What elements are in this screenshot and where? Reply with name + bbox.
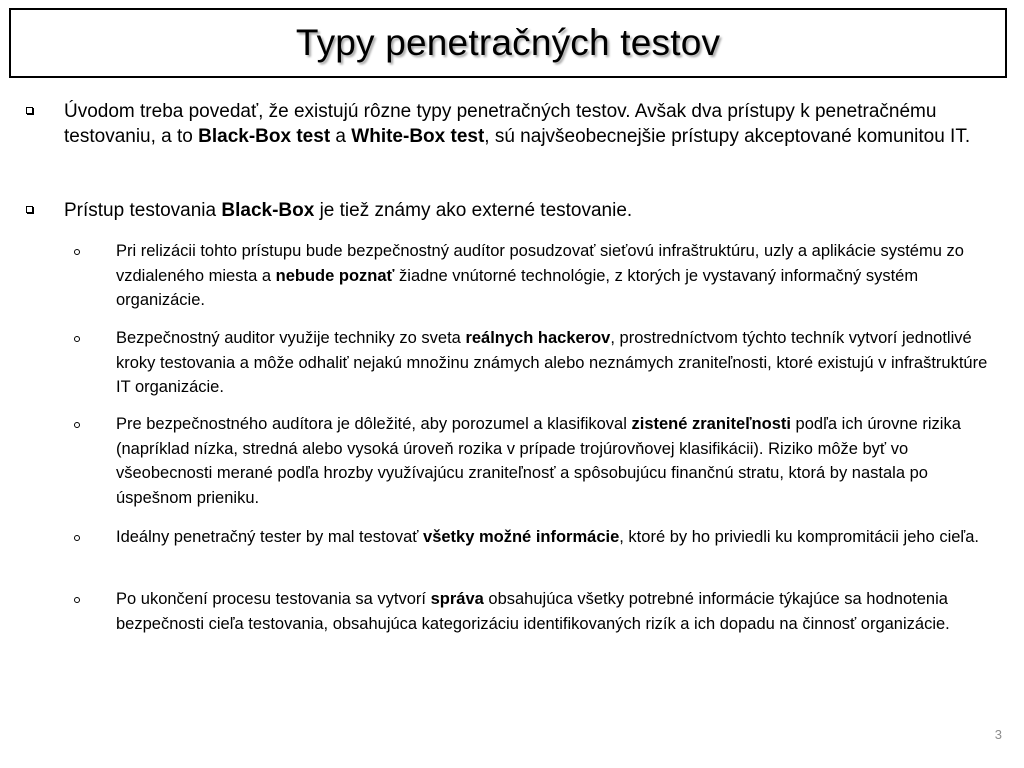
sub-bullet-5 [116,587,996,636]
sub-bullet-text: Po ukončení procesu testovania sa vytvorí [116,590,431,608]
sub-bullet-text: žiadne vnútorné technológie, z ktorých je vystavaný informačný systém organizácie. [116,266,919,309]
sub-bullet-bold-text: správa [430,590,484,608]
bullet-black-box [64,198,984,223]
square-bullet-icon [26,107,33,114]
sub-bullet-1 [116,239,996,313]
sub-bullet-3 [116,412,996,510]
bullet-bold-text: White-Box test [351,126,485,147]
sub-bullet-text: Ideálny penetračný tester by mal testovať [116,528,424,546]
bullet-text: je tiež známy ako externé testovanie. [314,200,633,221]
bullet-text: Úvodom treba povedať, že existujú rôzne typy penetračných testov. Avšak dva prístupy k penetračnému testovaniu, a to [64,101,937,147]
page-number: 3 [994,727,1002,742]
bullet-bold-text: Black-Box [221,200,315,221]
sub-bullet-text: podľa ich úrovne rizika (napríklad nízka, stredná alebo vysoká úroveň rozika v prípade trojúrovňovej klasifikácii). Riziko môže byť vo všeobecnosti merané podľa hrozby využívajúcu zraniteľnosť a spôsobujúcu finančnú stratu, ktorá by nastala po úspešnom prieniku. [116,415,961,507]
bullet-text: Prístup testovania [64,200,222,221]
sub-bullet-text: obsahujúca všetky potrebné informácie týkajúce sa hodnotenia bezpečnosti cieľa testovania, obsahujúca kategorizáciu identifikovaných rizík a ich dopadu na činnosť organizácie. [116,590,950,633]
bullet-intro [64,99,984,149]
bullet-bold-text: Black-Box test [198,126,331,147]
bullet-text: , sú najvšeobecnejšie prístupy akceptované komunitou IT. [484,126,971,147]
circle-bullet-icon [74,422,80,428]
sub-bullet-bold-text: reálnych hackerov [465,329,611,347]
bullet-text: a [330,126,352,147]
circle-bullet-icon [74,597,80,603]
sub-bullet-bold-text: nebude poznať [275,266,395,285]
circle-bullet-icon [74,249,80,255]
slide-title: Typy penetračných testov [295,22,721,63]
sub-bullet-text: Pri relizácii tohto prístupu bude bezpečnostný audítor posudzovať sieťovú infraštruktúru, uzly a aplikácie systému zo vzdialeného miesta a [116,242,964,285]
circle-bullet-icon [74,535,80,541]
sub-bullet-text: , ktoré by ho priviedli ku kompromitácii jeho cieľa. [619,528,979,546]
sub-bullet-bold-text: zistené zraniteľnosti [631,415,791,433]
square-bullet-icon [26,206,33,213]
sub-bullet-text: Bezpečnostný auditor využije techniky zo sveta [116,329,466,347]
sub-bullet-bold-text: všetky možné informácie [423,528,620,546]
circle-bullet-icon [74,336,80,342]
sub-bullet-text: , prostredníctvom týchto techník vytvorí jednotlivé kroky testovania a môže odhaliť nejakú množinu známych alebo neznámych zraniteľnosti, ktoré existujú v infraštruktúre IT organizácie. [116,329,988,396]
sub-bullet-2 [116,326,996,400]
slide-title-box [9,8,1007,78]
sub-bullet-text: Pre bezpečnostného audítora je dôležité, aby porozumel a klasifikoval [116,415,632,433]
sub-bullet-4 [116,525,996,550]
